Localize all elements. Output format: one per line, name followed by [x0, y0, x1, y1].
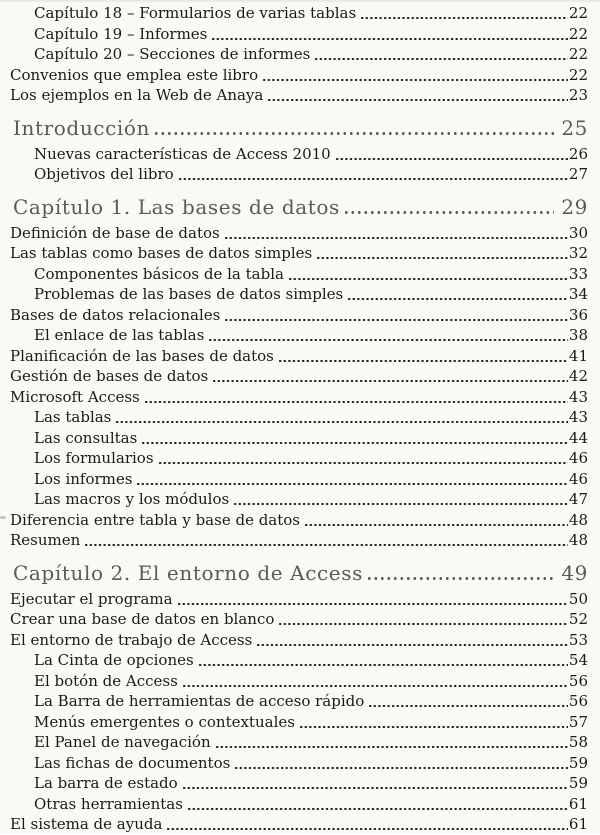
toc-entry-page-number: 43: [568, 408, 588, 426]
toc-entry: [10, 630, 588, 651]
toc-list: [10, 3, 588, 835]
toc-entry: [10, 530, 588, 551]
toc-entry-title: Ejecutar el programa: [10, 589, 173, 608]
toc-entry-page-number: 49: [561, 560, 588, 585]
toc-entry-page-number: 23: [568, 86, 588, 104]
dot-leader-icon: [158, 448, 568, 469]
toc-entry-page-number: 46: [568, 469, 588, 488]
dot-leader-icon: [224, 305, 568, 326]
toc-entry-page-number: 57: [568, 712, 588, 731]
dot-leader-icon: [141, 428, 568, 449]
dot-leader-icon: [136, 469, 567, 490]
dot-leader-icon: [215, 732, 568, 753]
toc-entry: [10, 794, 588, 815]
toc-entry-page-number: 22: [568, 4, 588, 22]
toc-entry: [10, 712, 588, 733]
toc-entry-title: Resumen: [10, 531, 81, 549]
toc-entry: [10, 489, 588, 510]
toc-entry: [10, 448, 588, 469]
toc-entry: [10, 814, 588, 835]
toc-entry-title: Capítulo 20 – Secciones de informes: [34, 45, 311, 63]
dot-leader-icon: [278, 609, 568, 630]
toc-entry-title: La Barra de herramientas de acceso rápido: [34, 692, 365, 710]
dot-leader-icon: [208, 325, 568, 346]
toc-entry-title: Bases de datos relacionales: [10, 305, 221, 324]
toc-entry-page-number: 61: [568, 794, 588, 813]
toc-entry-page-number: 29: [561, 194, 588, 219]
dot-leader-icon: [278, 346, 568, 367]
dot-leader-icon: [367, 562, 554, 584]
toc-entry-title: La Cinta de opciones: [34, 651, 194, 669]
toc-entry: [10, 264, 588, 285]
toc-entry: [10, 732, 588, 753]
toc-entry-title: Objetivos del libro: [34, 165, 174, 183]
dot-leader-icon: [154, 117, 554, 139]
toc-entry-page-number: 53: [568, 630, 588, 649]
toc-entry-title: Capítulo 1. Las bases de datos: [13, 194, 340, 219]
toc-entry: [10, 510, 588, 531]
dot-leader-icon: [182, 773, 568, 794]
toc-entry: [10, 3, 588, 24]
toc-entry-title: Diferencia entre tabla y base de datos: [10, 510, 301, 529]
toc-entry-title: Planificación de las bases de datos: [10, 346, 274, 365]
dot-leader-icon: [335, 144, 568, 165]
toc-entry: [10, 691, 588, 712]
toc-entry-page-number: 32: [568, 244, 588, 262]
toc-entry-page-number: 38: [568, 326, 588, 344]
toc-entry-page-number: 22: [568, 65, 588, 84]
dot-leader-icon: [344, 196, 554, 218]
toc-entry-page-number: 46: [568, 449, 588, 467]
toc-entry-title: La barra de estado: [34, 774, 178, 792]
toc-entry: [10, 773, 588, 794]
dot-leader-icon: [166, 814, 567, 835]
toc-entry: [10, 85, 588, 106]
toc-entry-page-number: 54: [568, 651, 588, 669]
dot-leader-icon: [211, 24, 568, 45]
toc-entry: [10, 407, 588, 428]
dot-leader-icon: [360, 3, 568, 24]
toc-entry-page-number: 56: [568, 671, 588, 690]
dot-leader-icon: [198, 650, 568, 671]
dot-leader-icon: [299, 712, 568, 733]
toc-entry: [10, 346, 588, 367]
toc-entry: [10, 65, 588, 86]
toc-entry-page-number: 36: [568, 305, 588, 324]
dot-leader-icon: [262, 65, 568, 86]
toc-entry: [10, 164, 588, 185]
toc-entry: [10, 387, 588, 408]
toc-entry: [10, 671, 588, 692]
toc-entry: [10, 44, 588, 65]
toc-entry-title: Las fichas de documentos: [34, 753, 231, 772]
toc-entry-title: Nuevas características de Access 2010: [34, 144, 331, 163]
toc-entry-page-number: 22: [568, 24, 588, 43]
toc-entry-page-number: 58: [568, 733, 588, 751]
dot-leader-icon: [177, 589, 568, 610]
toc-entry: [10, 589, 588, 610]
dot-leader-icon: [304, 510, 568, 531]
toc-entry-title: El Panel de navegación: [34, 733, 211, 751]
toc-entry-page-number: 43: [568, 387, 588, 406]
toc-entry-title: Definición de base de datos: [10, 223, 220, 242]
toc-entry-title: Otras herramientas: [34, 794, 183, 813]
toc-entry-title: Los ejemplos en la Web de Anaya: [10, 86, 264, 104]
toc-entry-page-number: 41: [568, 346, 588, 365]
dot-leader-icon: [267, 85, 568, 106]
toc-entry: [10, 609, 588, 630]
toc-entry: [10, 223, 588, 244]
dot-leader-icon: [187, 794, 568, 815]
dot-leader-icon: [288, 264, 568, 285]
toc-entry-page-number: 42: [568, 367, 588, 385]
dot-leader-icon: [182, 671, 568, 692]
dot-leader-icon: [347, 284, 568, 305]
dot-leader-icon: [234, 753, 568, 774]
toc-entry-page-number: 59: [568, 753, 588, 772]
toc-entry: [10, 366, 588, 387]
dot-leader-icon: [368, 691, 568, 712]
toc-entry-page-number: 33: [568, 264, 588, 283]
toc-entry-title: Capítulo 18 – Formularios de varias tablas: [34, 4, 357, 22]
toc-entry-title: Los formularios: [34, 449, 154, 467]
dot-leader-icon: [212, 366, 568, 387]
toc-entry: [10, 305, 588, 326]
toc-section-heading: [10, 562, 588, 584]
toc-entry-title: Las tablas como bases de datos simples: [10, 244, 313, 262]
toc-entry-title: Las macros y los módulos: [34, 490, 230, 508]
toc-entry: [10, 144, 588, 165]
toc-entry-page-number: 48: [568, 531, 588, 549]
toc-entry-page-number: 25: [561, 115, 588, 140]
dot-leader-icon: [256, 630, 568, 651]
dot-leader-icon: [316, 243, 568, 264]
toc-entry: [10, 284, 588, 305]
dot-leader-icon: [84, 530, 568, 551]
toc-entry-page-number: 52: [568, 610, 588, 628]
toc-entry-title: Menús emergentes o contextuales: [34, 712, 295, 731]
toc-entry-page-number: 48: [568, 510, 588, 529]
toc-entry-page-number: 34: [568, 285, 588, 303]
toc-entry-page-number: 26: [568, 144, 588, 163]
toc-entry: [10, 325, 588, 346]
toc-entry-page-number: 44: [568, 428, 588, 447]
toc-entry-page-number: 47: [568, 490, 588, 508]
toc-entry-title: Componentes básicos de la tabla: [34, 264, 284, 283]
toc-entry-page-number: 22: [568, 45, 588, 63]
toc-entry-title: Los informes: [34, 469, 133, 488]
toc-entry-title: El entorno de trabajo de Access: [10, 630, 253, 649]
toc-entry-title: Crear una base de datos en blanco: [10, 610, 275, 628]
dot-leader-icon: [233, 489, 568, 510]
toc-entry-page-number: 56: [568, 692, 588, 710]
toc-entry: [10, 753, 588, 774]
toc-entry-title: Gestión de bases de datos: [10, 367, 209, 385]
toc-entry-title: Capítulo 19 – Informes: [34, 24, 208, 43]
toc-entry-title: El sistema de ayuda: [10, 815, 163, 833]
toc-entry-title: Convenios que emplea este libro: [10, 65, 259, 84]
toc-section-heading: [10, 117, 588, 139]
toc-entry-page-number: 61: [568, 815, 588, 833]
scan-artifact: [0, 516, 6, 519]
toc-entry-title: Problemas de las bases de datos simples: [34, 285, 344, 303]
toc-entry-title: Introducción: [13, 115, 151, 140]
dot-leader-icon: [224, 223, 568, 244]
toc-entry: [10, 469, 588, 490]
toc-entry-title: Microsoft Access: [10, 387, 140, 406]
toc-entry: [10, 24, 588, 45]
toc-entry: [10, 243, 588, 264]
toc-entry-title: Las tablas: [34, 408, 112, 426]
toc-entry-page-number: 50: [568, 589, 588, 608]
toc-entry-title: El enlace de las tablas: [34, 326, 205, 344]
toc-entry: [10, 650, 588, 671]
toc-entry-page-number: 30: [568, 223, 588, 242]
toc-entry-title: Las consultas: [34, 428, 138, 447]
toc-entry: [10, 428, 588, 449]
toc-entry-title: El botón de Access: [34, 671, 178, 690]
dot-leader-icon: [144, 387, 568, 408]
toc-entry-page-number: 59: [568, 774, 588, 792]
dot-leader-icon: [314, 44, 568, 65]
toc-entry-page-number: 27: [568, 165, 588, 183]
dot-leader-icon: [178, 164, 568, 185]
dot-leader-icon: [115, 407, 568, 428]
toc-section-heading: [10, 196, 588, 218]
toc-entry-title: Capítulo 2. El entorno de Access: [13, 560, 363, 585]
